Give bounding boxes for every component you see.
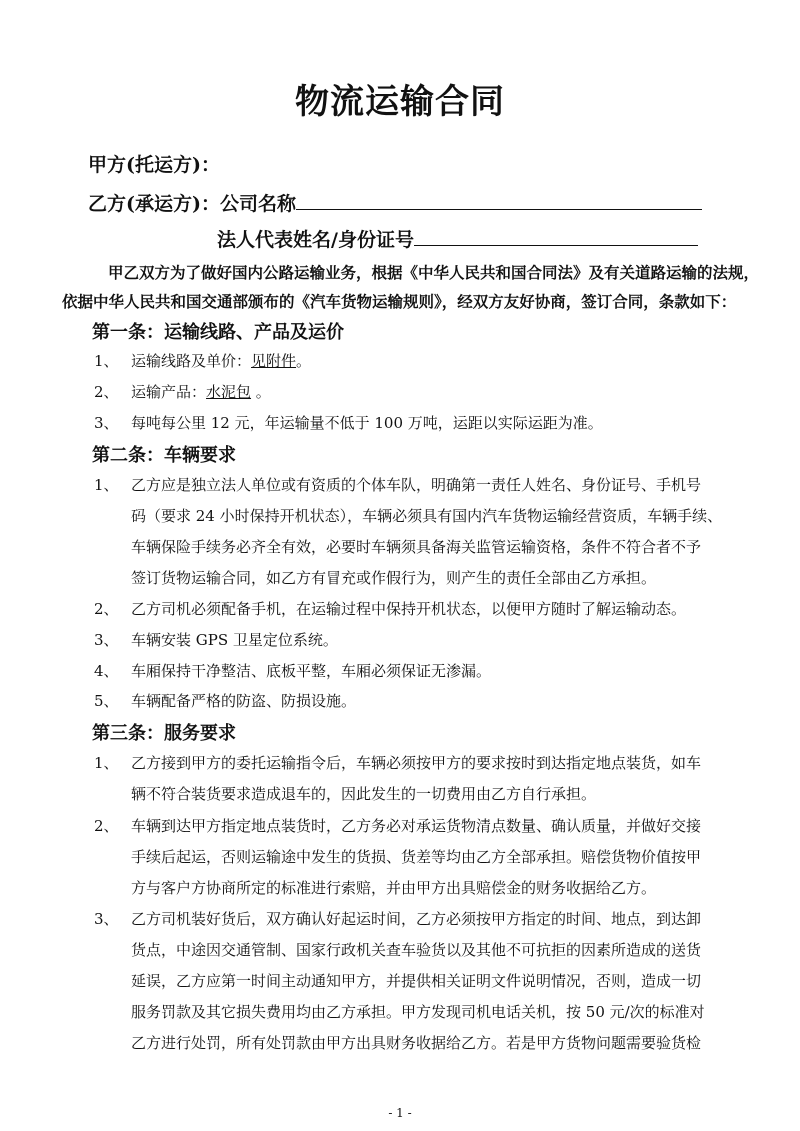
article-1-item-2-number: 2、 (94, 383, 119, 401)
article-3-item-1-number: 1、 (94, 754, 119, 772)
legal-rep-row (217, 225, 698, 252)
legal-rep-label: 法人代表姓名/身份证号 (217, 229, 414, 251)
party-a-label: 甲方(托运方)： (88, 154, 220, 176)
article-2-item-5-number: 5、 (94, 692, 119, 710)
article-1-item-3: 每吨每公里 12 元，年运输量不低于 100 万吨，运距以实际运距为准。 (131, 414, 603, 432)
article-2-item-1-line: 乙方应是独立法人单位或有资质的个体车队，明确第一责任人姓名、身份证号、手机号 (131, 476, 702, 494)
legal-rep-blank (414, 225, 698, 246)
article-2-item-1-line: 签订货物运输合同，如乙方有冒充或作假行为，则产生的责任全部由乙方承担。 (131, 569, 657, 587)
item-prefix: 运输产品： (131, 383, 207, 401)
item-suffix: 。 (251, 383, 271, 401)
party-b-label: 乙方(承运方)：公司名称 (88, 193, 296, 215)
article-3-item-1-line: 辆不符合装货要求造成退车的，因此发生的一切费用由乙方自行承担。 (131, 785, 597, 803)
article-3-item-1-line: 乙方接到甲方的委托运输指令后，车辆必须按甲方的要求按时到达指定地点装货，如车 (131, 754, 702, 772)
item-prefix: 运输线路及单价： (131, 352, 252, 370)
article-1-item-1-number: 1、 (94, 352, 119, 370)
article-2-item-2-number: 2、 (94, 600, 119, 618)
article-3-item-3-line: 延误，乙方应第一时间主动通知甲方，并提供相关证明文件说明情况，否则，造成一切 (131, 972, 702, 990)
article-2-item-1-number: 1、 (94, 476, 119, 494)
item-suffix: 。 (296, 352, 312, 370)
article-3-item-2-line: 手续后起运，否则运输途中发生的货损、货差等均由乙方全部承担。赔偿货物价值按甲 (131, 848, 702, 866)
intro-line-1: 甲乙双方为了做好国内公路运输业务，根据《中华人民共和国合同法》及有关道路运输的法规， (108, 263, 760, 282)
article-1-heading: 第一条：运输线路、产品及运价 (92, 322, 344, 343)
article-3-item-3-number: 3、 (94, 910, 119, 928)
article-3-heading: 第三条：服务要求 (92, 723, 236, 744)
company-name-blank (296, 189, 702, 210)
article-2-item-1-line: 码（要求 24 小时保持开机状态），车辆必须具有国内汽车货物运输经营资质，车辆手续、 (131, 507, 723, 525)
intro-line-2: 依据中华人民共和国交通部颁布的《汽车货物运输规则》，经双方友好协商，签订合同，条款如下： (62, 292, 737, 311)
article-2-item-4: 车厢保持干净整洁、底板平整，车厢必须保证无渗漏。 (131, 662, 492, 680)
article-3-item-2-line: 车辆到达甲方指定地点装货时，乙方务必对承运货物清点数量、确认质量，并做好交接 (131, 817, 702, 835)
see-attachment-text: 见附件 (251, 352, 297, 370)
article-1-item-2 (131, 381, 271, 402)
article-3-item-3-line: 服务罚款及其它损失费用均由乙方承担。甲方发现司机电话关机，按 50 元/次的标准对 (131, 1003, 705, 1021)
article-3-item-3-line: 货点，中途因交通管制、国家行政机关查车验货以及其他不可抗拒的因素所造成的送货 (131, 941, 702, 959)
article-2-item-2: 乙方司机必须配备手机，在运输过程中保持开机状态，以便甲方随时了解运输动态。 (131, 600, 687, 618)
document-title: 物流运输合同 (295, 82, 505, 122)
article-2-heading: 第二条：车辆要求 (92, 445, 236, 466)
article-2-item-3-number: 3、 (94, 631, 119, 649)
article-3-item-2-line: 方与客户方协商所定的标准进行索赔，并由甲方出具赔偿金的财务收据给乙方。 (131, 879, 657, 897)
product-name-text: 水泥包 (206, 383, 252, 401)
article-3-item-2-number: 2、 (94, 817, 119, 835)
article-2-item-5: 车辆配备严格的防盗、防损设施。 (131, 692, 357, 710)
article-1-item-1 (131, 350, 311, 371)
page-number: - 1 - (388, 1106, 412, 1120)
party-b-row (88, 189, 702, 216)
article-2-item-4-number: 4、 (94, 662, 119, 680)
article-1-item-3-number: 3、 (94, 414, 119, 432)
article-2-item-1-line: 车辆保险手续务必齐全有效，必要时车辆须具备海关监管运输资格，条件不符合者不予 (131, 538, 702, 556)
article-3-item-3-line: 乙方司机装好货后，双方确认好起运时间，乙方必须按甲方指定的时间、地点，到达卸 (131, 910, 702, 928)
article-3-item-3-line: 乙方进行处罚，所有处罚款由甲方出具财务收据给乙方。若是甲方货物问题需要验货检 (131, 1034, 702, 1052)
article-2-item-3: 车辆安装 GPS 卫星定位系统。 (131, 631, 338, 649)
